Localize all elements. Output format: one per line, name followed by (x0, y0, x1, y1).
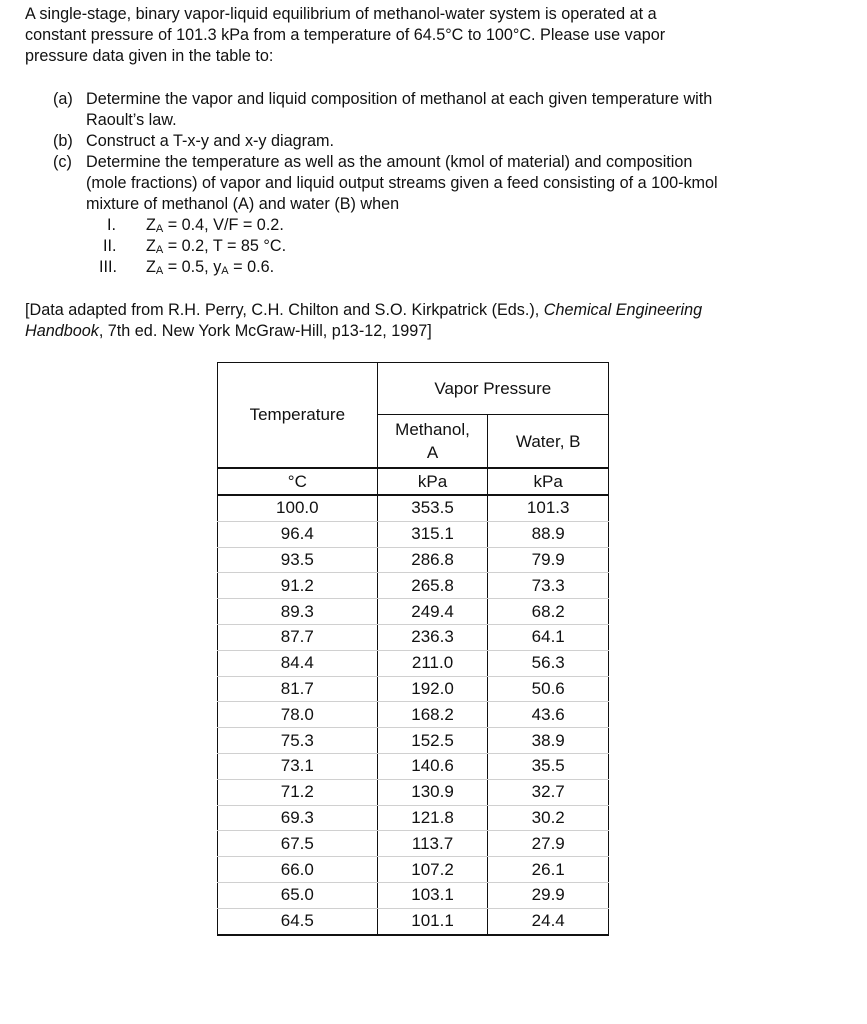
task-c-line-3: mixture of methanol (A) and water (B) when (86, 195, 400, 213)
case-2-numeral: II. (103, 237, 117, 255)
cell-methanol: 103.1 (377, 882, 488, 908)
cell-water: 68.2 (488, 599, 609, 625)
case-1-numeral: I. (107, 216, 116, 234)
task-b-label: (b) (53, 132, 73, 150)
header-temperature: Temperature (218, 363, 378, 469)
intro-line-2: constant pressure of 101.3 kPa from a temperature of 64.5°C to 100°C. Please use vapor (25, 26, 666, 44)
task-a-line-1: Determine the vapor and liquid composition of methanol at each given temperature with (86, 90, 713, 108)
table-row (218, 779, 609, 805)
header-vapor-pressure: Vapor Pressure (377, 363, 608, 415)
case-3-condition: ZA = 0.5, yA = 0.6. (146, 258, 275, 277)
cell-methanol: 353.5 (377, 495, 488, 521)
cell-methanol: 168.2 (377, 702, 488, 728)
task-a-label: (a) (53, 90, 73, 108)
cell-temperature: 71.2 (218, 779, 378, 805)
cell-methanol: 121.8 (377, 805, 488, 831)
cell-temperature: 75.3 (218, 728, 378, 754)
intro-line-1: A single-stage, binary vapor-liquid equilibrium of methanol-water system is operated at a (25, 5, 657, 23)
cell-water: 56.3 (488, 650, 609, 676)
cell-methanol: 152.5 (377, 728, 488, 754)
cell-water: 30.2 (488, 805, 609, 831)
cell-temperature: 91.2 (218, 573, 378, 599)
cell-temperature: 89.3 (218, 599, 378, 625)
cell-methanol: 211.0 (377, 650, 488, 676)
cell-methanol: 107.2 (377, 857, 488, 883)
cell-water: 79.9 (488, 547, 609, 573)
cell-methanol: 315.1 (377, 521, 488, 547)
cell-temperature: 64.5 (218, 908, 378, 934)
task-b-line-1: Construct a T-x-y and x-y diagram. (86, 132, 334, 150)
table-row (218, 753, 609, 779)
cell-temperature: 65.0 (218, 882, 378, 908)
table-row (218, 573, 609, 599)
unit-water: kPa (488, 468, 609, 495)
cell-water: 50.6 (488, 676, 609, 702)
cell-methanol: 249.4 (377, 599, 488, 625)
task-c-label: (c) (53, 153, 72, 171)
cell-temperature: 81.7 (218, 676, 378, 702)
table-row (218, 676, 609, 702)
cell-water: 73.3 (488, 573, 609, 599)
case-2-condition: ZA = 0.2, T = 85 °C. (146, 237, 287, 256)
vapor-pressure-table (217, 362, 609, 936)
cell-water: 88.9 (488, 521, 609, 547)
cell-water: 43.6 (488, 702, 609, 728)
cell-temperature: 66.0 (218, 857, 378, 883)
cell-water: 38.9 (488, 728, 609, 754)
cell-temperature: 93.5 (218, 547, 378, 573)
cell-methanol: 140.6 (377, 753, 488, 779)
table-units-row (218, 468, 609, 495)
unit-methanol: kPa (377, 468, 488, 495)
table-row (218, 728, 609, 754)
cell-water: 27.9 (488, 831, 609, 857)
cell-temperature: 100.0 (218, 495, 378, 521)
cell-water: 64.1 (488, 624, 609, 650)
table-row (218, 547, 609, 573)
task-c-line-1: Determine the temperature as well as the amount (kmol of material) and composition (86, 153, 693, 171)
header-water: Water, B (488, 415, 609, 469)
cell-temperature: 84.4 (218, 650, 378, 676)
cell-methanol: 286.8 (377, 547, 488, 573)
table-row (218, 805, 609, 831)
cell-water: 24.4 (488, 908, 609, 934)
table-row (218, 495, 609, 521)
citation-line-2: Handbook, 7th ed. New York McGraw-Hill, p13-12, 1997] (25, 322, 432, 340)
unit-temperature: °C (218, 468, 378, 495)
table-row (218, 599, 609, 625)
cell-water: 32.7 (488, 779, 609, 805)
table-row (218, 624, 609, 650)
table-row (218, 831, 609, 857)
table-row (218, 857, 609, 883)
task-c-line-2: (mole fractions) of vapor and liquid output streams given a feed consisting of a 100-kmol (86, 174, 718, 192)
cell-methanol: 101.1 (377, 908, 488, 934)
cell-water: 35.5 (488, 753, 609, 779)
case-1-condition: ZA = 0.4, V/F = 0.2. (146, 216, 284, 235)
cell-water: 101.3 (488, 495, 609, 521)
header-methanol: Methanol, A (377, 415, 488, 469)
table-row (218, 521, 609, 547)
cell-water: 26.1 (488, 857, 609, 883)
cell-temperature: 96.4 (218, 521, 378, 547)
table-row (218, 702, 609, 728)
intro-line-3: pressure data given in the table to: (25, 47, 274, 65)
cell-methanol: 113.7 (377, 831, 488, 857)
cell-temperature: 69.3 (218, 805, 378, 831)
cell-methanol: 236.3 (377, 624, 488, 650)
cell-methanol: 265.8 (377, 573, 488, 599)
cell-water: 29.9 (488, 882, 609, 908)
cell-temperature: 73.1 (218, 753, 378, 779)
table-row (218, 650, 609, 676)
cell-temperature: 87.7 (218, 624, 378, 650)
table-row (218, 908, 609, 934)
cell-methanol: 130.9 (377, 779, 488, 805)
table-row (218, 882, 609, 908)
case-3-numeral: III. (99, 258, 117, 276)
cell-temperature: 67.5 (218, 831, 378, 857)
cell-temperature: 78.0 (218, 702, 378, 728)
table-header-row-1 (218, 363, 609, 415)
citation-line-1: [Data adapted from R.H. Perry, C.H. Chilton and S.O. Kirkpatrick (Eds.), Chemical Engineering (25, 301, 703, 319)
task-a-line-2: Raoult’s law. (86, 111, 177, 129)
cell-methanol: 192.0 (377, 676, 488, 702)
